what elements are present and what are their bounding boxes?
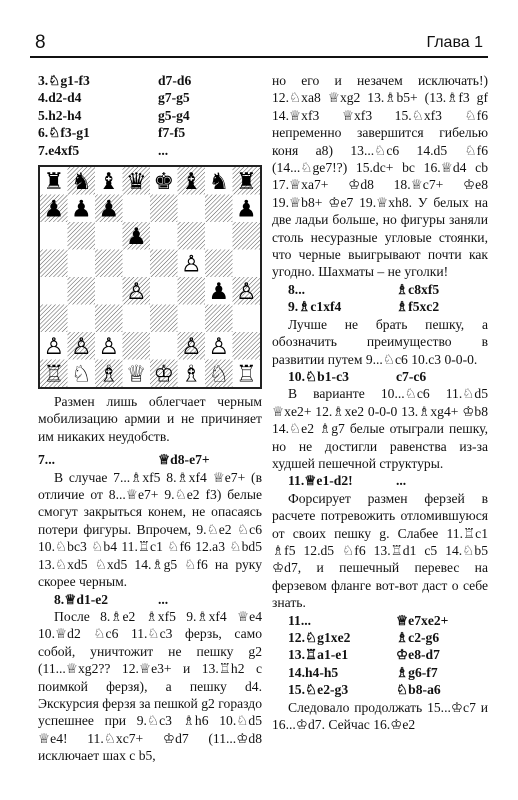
board-square — [233, 305, 261, 333]
black-bishop-icon: ♝ — [180, 168, 202, 195]
board-square — [95, 277, 123, 305]
move-line: 11.♕e1-d2! ... — [288, 473, 407, 489]
board-square — [178, 305, 206, 333]
chessboard — [40, 167, 260, 387]
chapter-title: Глава 1 — [426, 34, 483, 51]
white-rook-icon: ♖ — [235, 361, 257, 388]
board-square — [150, 250, 178, 278]
board-square — [95, 305, 123, 333]
commentary-paragraph: Размен лишь облегчает черным мобилизацию армии и не причиняет им никаких неудобств. — [38, 394, 262, 444]
commentary-paragraph: Форсирует размен ферзей в расчете потревожить отломившуюся от своих пешку g. Слабее 11.♖c1 ♗f5 12.d5 ♘f6 13.♖d1 c5 14.♘b5 ♔d7, и пешечный перевес на ферзевом фланге вот-вот даст о себе знать. — [272, 490, 488, 611]
white-pawn-icon: ♙ — [125, 278, 147, 305]
header-rule — [30, 56, 488, 58]
board-square — [205, 222, 233, 250]
move-line: 7... ♕d8-e7+ — [38, 452, 210, 468]
move-line: 3.♘g1-f3 d7-d6 — [38, 73, 192, 88]
board-square — [150, 195, 178, 223]
move-line: 14.h4-h5 ♗g6-f7 — [288, 664, 438, 680]
white-pawn-icon: ♙ — [70, 333, 92, 360]
white-pawn-icon: ♙ — [235, 278, 257, 305]
white-pawn-icon: ♙ — [208, 333, 230, 360]
board-square — [123, 305, 151, 333]
white-knight-icon: ♘ — [70, 361, 92, 388]
page-header — [30, 30, 488, 58]
black-knight-icon: ♞ — [70, 168, 92, 195]
board-square — [178, 277, 206, 305]
board-square — [95, 222, 123, 250]
right-column — [272, 72, 488, 733]
board-square — [40, 222, 68, 250]
board-square — [178, 195, 206, 223]
black-knight-icon: ♞ — [208, 168, 230, 195]
white-knight-icon: ♘ — [208, 361, 230, 388]
board-square — [178, 222, 206, 250]
white-queen-icon: ♕ — [125, 361, 147, 388]
move-line: 9.♗c1xf4 ♗f5xc2 — [288, 299, 440, 315]
black-queen-icon: ♛ — [125, 168, 147, 195]
white-pawn-icon: ♙ — [98, 333, 120, 360]
board-square — [233, 250, 261, 278]
board-square — [150, 305, 178, 333]
board-square — [150, 332, 178, 360]
white-bishop-icon: ♗ — [98, 361, 120, 388]
board-square — [68, 250, 96, 278]
commentary-paragraph: но его и незачем исключать!) 12.♘xa8 ♕xg2 13.♗b5+ (13.♗f3 gf 14.♕xf3 ♕xf3 15.♘xf3 ♘f6 непременно завершится гибелью коня а8) 13...♘c6 14.d5 ♘f6 (14...♘ge7!?) 15.dc+ bc 16.♕d4 cb 17.♕xa7+ ♔d8 18.♕c7+ ♔e8 19.♕b8+ ♔e7 19.♕xh8. У белых на две ладьи больше, но фигуры заняли столь несуразные угловые стоянки, что черные выигрывают почти как угодно. Шахматы – не уголки! — [272, 73, 488, 280]
move-line: 5.h2-h4 g5-g4 — [38, 107, 190, 123]
board-square — [123, 332, 151, 360]
move-line: 8... ♗c8xf5 — [288, 281, 440, 297]
white-pawn-icon: ♙ — [180, 251, 202, 278]
commentary-paragraph: В варианте 10...♘c6 11.♘d5 ♕xe2+ 12.♗xe2 0-0-0 13.♗xg4+ ♔b8 14.♘e2 ♗g7 белые отыграли пешку, но не достигли равенства из-за худшей пешечной структуры. — [272, 386, 488, 471]
board-square — [123, 195, 151, 223]
move-line: 11... ♕e7xe2+ — [288, 612, 449, 628]
move-line: 13.♖a1-e1 ♔e8-d7 — [288, 647, 440, 663]
white-pawn-icon: ♙ — [43, 333, 65, 360]
move-line: 4.d2-d4 g7-g5 — [38, 90, 190, 106]
move-line: 7.e4xf5 ... — [38, 142, 169, 158]
white-bishop-icon: ♗ — [180, 361, 202, 388]
black-pawn-icon: ♟ — [235, 196, 257, 223]
chess-diagram — [38, 165, 262, 389]
commentary-paragraph: Лучше не брать пешку, а обозначить преимущество в развитии путем 9...♘c6 10.c3 0-0-0. — [272, 316, 488, 367]
white-rook-icon: ♖ — [43, 361, 65, 388]
move-line: 15.♘e2-g3 ♘b8-a6 — [288, 682, 441, 698]
black-pawn-icon: ♟ — [43, 196, 65, 223]
board-square — [205, 305, 233, 333]
black-pawn-icon: ♟ — [70, 196, 92, 223]
board-square — [68, 222, 96, 250]
move-line: 10.♘b1-c3 c7-c6 — [288, 368, 427, 384]
white-king-icon: ♔ — [153, 361, 175, 388]
commentary-paragraph: В случае 7...♗xf5 8.♗xf4 ♕e7+ (в отличие от 8...♕e7+ 9.♘e2 f3) белые смогут закрыться конем, не опасаясь потери фигуры. Впрочем, 9.♘e2 ♘c6 10.♘bc3 ♘b4 11.♖c1 ♘f6 12.a3 ♘bd5 13.♘xd5 ♘xd5 14.♗g5 ♘f6 на руку скорее черным. — [38, 469, 262, 590]
board-square — [40, 250, 68, 278]
black-pawn-icon: ♟ — [98, 196, 120, 223]
board-square — [150, 222, 178, 250]
black-pawn-icon: ♟ — [208, 278, 230, 305]
board-square — [95, 250, 123, 278]
black-bishop-icon: ♝ — [98, 168, 120, 195]
page-number: 8 — [35, 32, 46, 53]
board-square — [68, 277, 96, 305]
commentary-paragraph: Следовало продолжать 15...♔c7 и 16...♔d7. Сейчас 16.♔e2 — [272, 699, 488, 733]
board-square — [150, 277, 178, 305]
black-king-icon: ♚ — [153, 168, 175, 195]
left-column — [38, 72, 262, 765]
white-pawn-icon: ♙ — [180, 333, 202, 360]
black-rook-icon: ♜ — [235, 168, 257, 195]
board-square — [123, 250, 151, 278]
move-line: 12.♘g1xe2 ♗c2-g6 — [288, 630, 440, 645]
board-square — [233, 332, 261, 360]
board-square — [205, 195, 233, 223]
black-pawn-icon: ♟ — [125, 223, 147, 250]
move-line: 6.♘f3-g1 f7-f5 — [38, 125, 186, 141]
board-square — [233, 222, 261, 250]
commentary-paragraph: После 8.♗e2 ♗xf5 9.♗xf4 ♕e4 10.♕d2 ♘c6 11.♘c3 ферзь, само собой, уничтожит не пешку g2 (11...♕xg2?? 12.♕e3+ и 13.♖h2 с поимкой ферзя), а пешку d4. Экскурсия ферзя за пешкой g2 гораздо успешнее при 9.♘c3 ♗h6 10.♘d5 ♕e4! 11.♘xc7+ ♔d7 (11...♔d8 исключает шах с b5, — [38, 608, 262, 764]
move-line: 8.♕d1-e2 ... — [54, 591, 169, 607]
board-square — [205, 250, 233, 278]
black-rook-icon: ♜ — [43, 168, 65, 195]
board-square — [68, 305, 96, 333]
board-square — [40, 277, 68, 305]
board-square — [40, 305, 68, 333]
